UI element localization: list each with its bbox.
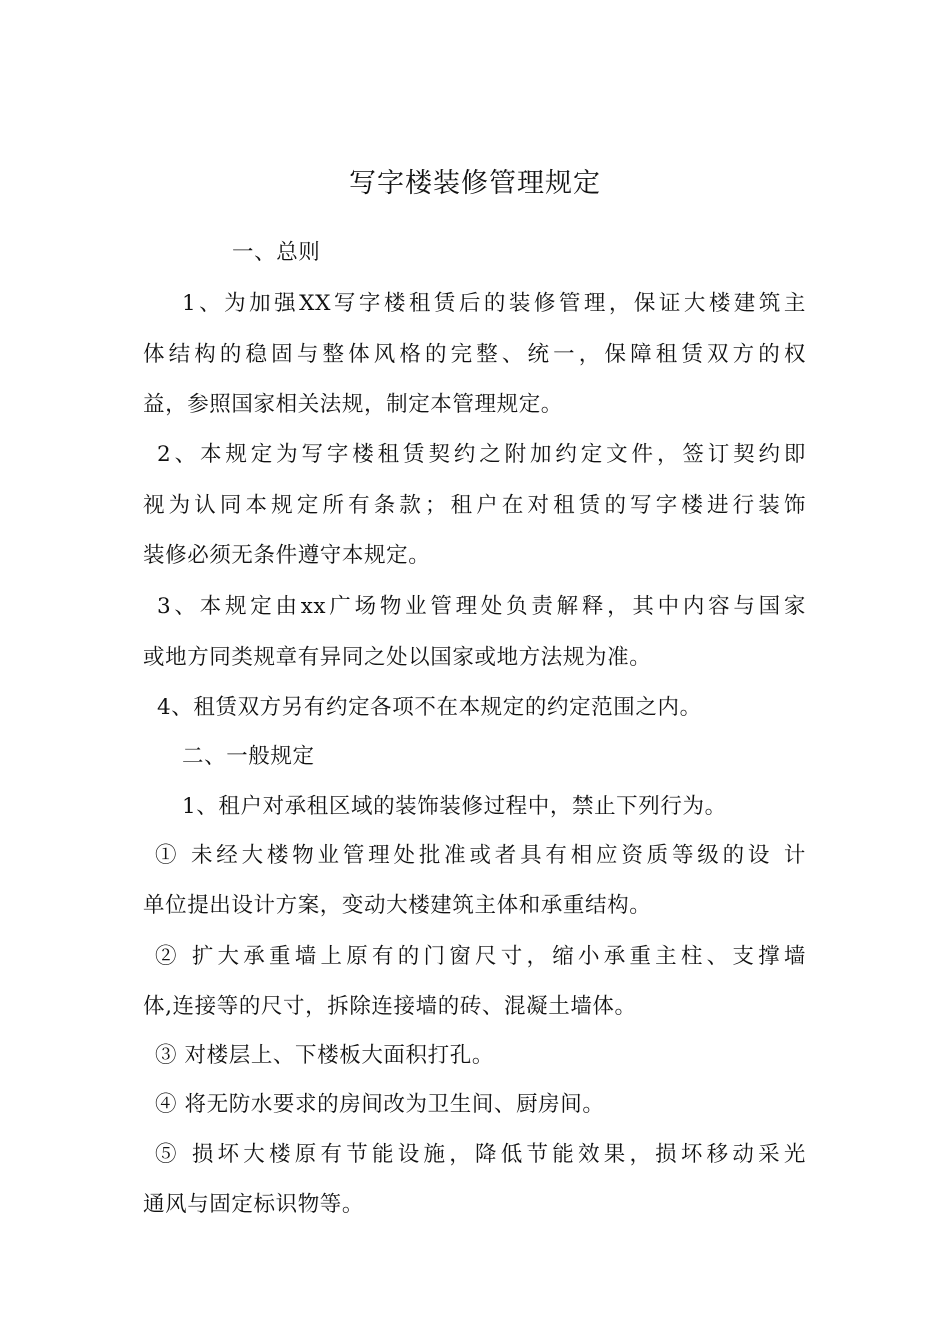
list-item-line: 单位提出设计方案，变动大楼建筑主体和承重结构。 <box>143 893 652 918</box>
paragraph-line: 3、本规定由xx广场物业管理处负责解释，其中内容与国家 <box>157 594 806 619</box>
paragraph-line: 益，参照国家相关法规，制定本管理规定。 <box>143 392 563 417</box>
paragraph-line: 或地方同类规章有异同之处以国家或地方法规为准。 <box>143 645 652 670</box>
list-item-line: ① 未经大楼物业管理处批准或者具有相应资质等级的设 计 <box>155 843 806 868</box>
document-title: 写字楼装修管理规定 <box>349 168 601 199</box>
paragraph-line: 视为认同本规定所有条款；租户在对租赁的写字楼进行装饰 <box>143 493 806 518</box>
list-item-line: ⑤ 损坏大楼原有节能设施，降低节能效果，损坏移动采光 <box>155 1142 806 1167</box>
list-item-line: 体,连接等的尺寸，拆除连接墙的砖、混凝土墙体。 <box>143 994 637 1019</box>
section-heading-general: 一、总则 <box>232 240 321 265</box>
list-item-line: ④ 将无防水要求的房间改为卫生间、厨房间。 <box>155 1092 605 1117</box>
paragraph-line: 体结构的稳固与整体风格的完整、统一，保障租赁双方的权 <box>143 342 806 367</box>
list-item-line: ② 扩大承重墙上原有的门窗尺寸，缩小承重主柱、支撑墙 <box>155 944 806 969</box>
list-item-line: 通风与固定标识物等。 <box>143 1192 365 1217</box>
paragraph-line: 1、租户对承租区域的装饰装修过程中，禁止下列行为。 <box>182 794 727 819</box>
list-item-line: ③ 对楼层上、下楼板大面积打孔。 <box>155 1043 494 1068</box>
paragraph-line: 4、租赁双方另有约定各项不在本规定的约定范围之内。 <box>157 695 702 720</box>
paragraph-line: 1、为加强XX写字楼租赁后的装修管理，保证大楼建筑主 <box>182 291 806 316</box>
paragraph-line: 装修必须无条件遵守本规定。 <box>143 543 431 568</box>
paragraph-line: 2、本规定为写字楼租赁契约之附加约定文件，签订契约即 <box>157 442 806 467</box>
section-heading-general-rules: 二、一般规定 <box>182 744 315 769</box>
